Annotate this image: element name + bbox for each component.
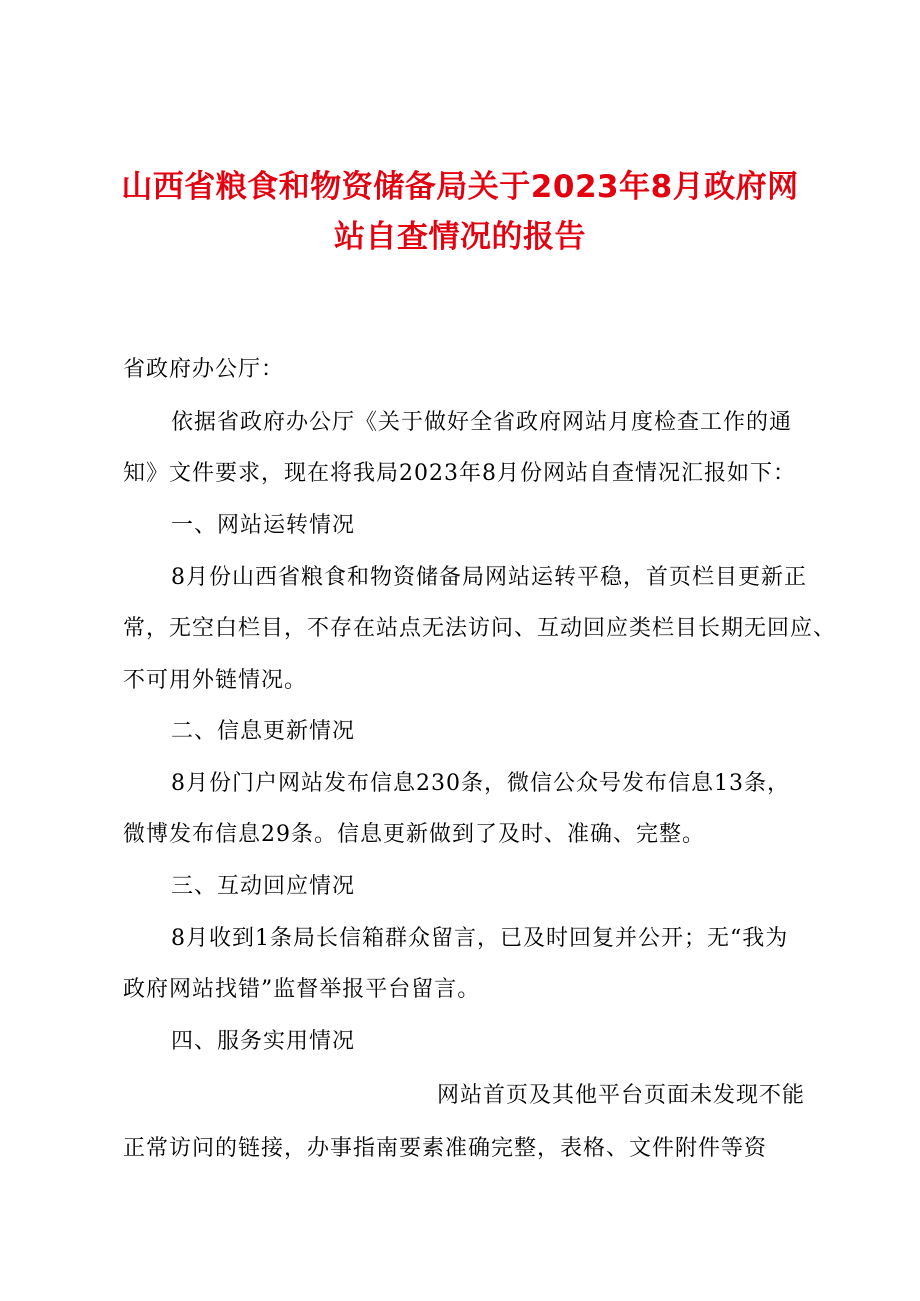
salutation: 省政府办公厅：: [123, 357, 285, 382]
section-4-line-2: 正常访问的链接，办事指南要素准确完整，表格、文件附件等资: [123, 1136, 768, 1161]
intro-line-1: 依据省政府办公厅《关于做好全省政府网站月度检查工作的通: [171, 410, 793, 435]
section-2-line-2: 微博发布信息29条。信息更新做到了及时、准确、完整。: [123, 822, 705, 847]
section-heading-1: 一、网站运转情况: [171, 513, 356, 538]
section-3-line-1: 8月收到1条局长信箱群众留言，已及时回复并公开；无“我为: [171, 926, 789, 951]
section-heading-3: 三、互动回应情况: [171, 874, 356, 899]
section-2-line-1: 8月份门户网站发布信息230条，微信公众号发布信息13条，: [171, 771, 790, 796]
intro-line-2: 知》文件要求，现在将我局2023年8月份网站自查情况汇报如下：: [123, 461, 796, 486]
section-1-line-2: 常，无空白栏目，不存在站点无法访问、互动回应类栏目长期无回应、: [123, 616, 837, 641]
section-3-line-2: 政府网站找错”监督举报平台留言。: [123, 977, 481, 1002]
section-heading-2: 二、信息更新情况: [171, 719, 356, 744]
section-1-line-3: 不可用外链情况。: [123, 668, 308, 693]
document-title-line-2: 站自查情况的报告: [334, 219, 586, 255]
section-4-line-1: 网站首页及其他平台页面未发现不能: [437, 1083, 806, 1108]
section-1-line-1: 8月份山西省粮食和物资储备局网站运转平稳，首页栏目更新正: [171, 565, 807, 590]
document-title-line-1: 山西省粮食和物资储备局关于2023年8月政府网: [121, 169, 799, 205]
section-heading-4: 四、服务实用情况: [171, 1029, 356, 1054]
